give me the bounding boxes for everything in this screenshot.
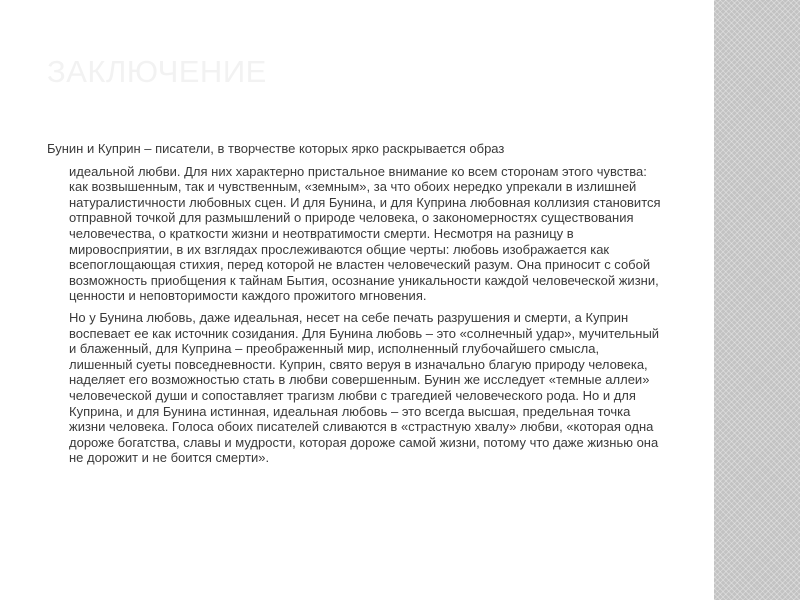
paragraph-intro: Бунин и Куприн – писатели, в творчестве которых ярко раскрывается образ: [47, 141, 505, 156]
decorative-side-stripe: [714, 0, 800, 600]
slide-body: [47, 141, 663, 472]
paragraph-common-traits: идеальной любви. Для них характерно пристальное внимание ко всем сторонам этого чувства: как возвышенным, так и чувственным, «земным», за что обоих нередко упрекали в излишней натуралистичности любовных сцен. И для Бунина, и для Куприна любовная коллизия становится отправной точкой для размышлений о природе человека, о закономерностях существования человечества, о краткости жизни и неотвратимости смерти. Несмотря на разницу в мировосприятии, в их взглядах прослеживаются общие черты: любовь изображается как всепоглощающая стихия, перед которой не властен человеческий разум. Она приносит с собой возможность приобщения к тайнам Бытия, осознание уникальности каждой человеческой жизни, ценности и неповторимости каждого прожитого мгновения.: [69, 163, 661, 304]
slide-title: ЗАКЛЮЧЕНИЕ: [47, 54, 267, 89]
paragraph-differences: Но у Бунина любовь, даже идеальная, несет на себе печать разрушения и смерти, а Куприн воспевает ее как источник созидания. Для Бунина любовь – это «солнечный удар», мучительный и блаженный, для Куприна – преображенный мир, исполненный глубочайшего смысла, лишенный суеты повседневности. Куприн, свято веруя в изначально благую природу человека, наделяет его возможностью стать в любви совершенным. Бунин же исследует «темные аллеи» человеческой души и сопоставляет трагизм любви с трагедией человеческого рода. Но и для Куприна, и для Бунина истинная, идеальная любовь – это всегда высшая, предельная точка жизни человека. Голоса обоих писателей сливаются в «страстную хвалу» любви, «которая одна дороже богатства, славы и мудрости, которая дороже самой жизни, потому что даже жизнью она не дорожит и не боится смерти».: [69, 309, 660, 466]
